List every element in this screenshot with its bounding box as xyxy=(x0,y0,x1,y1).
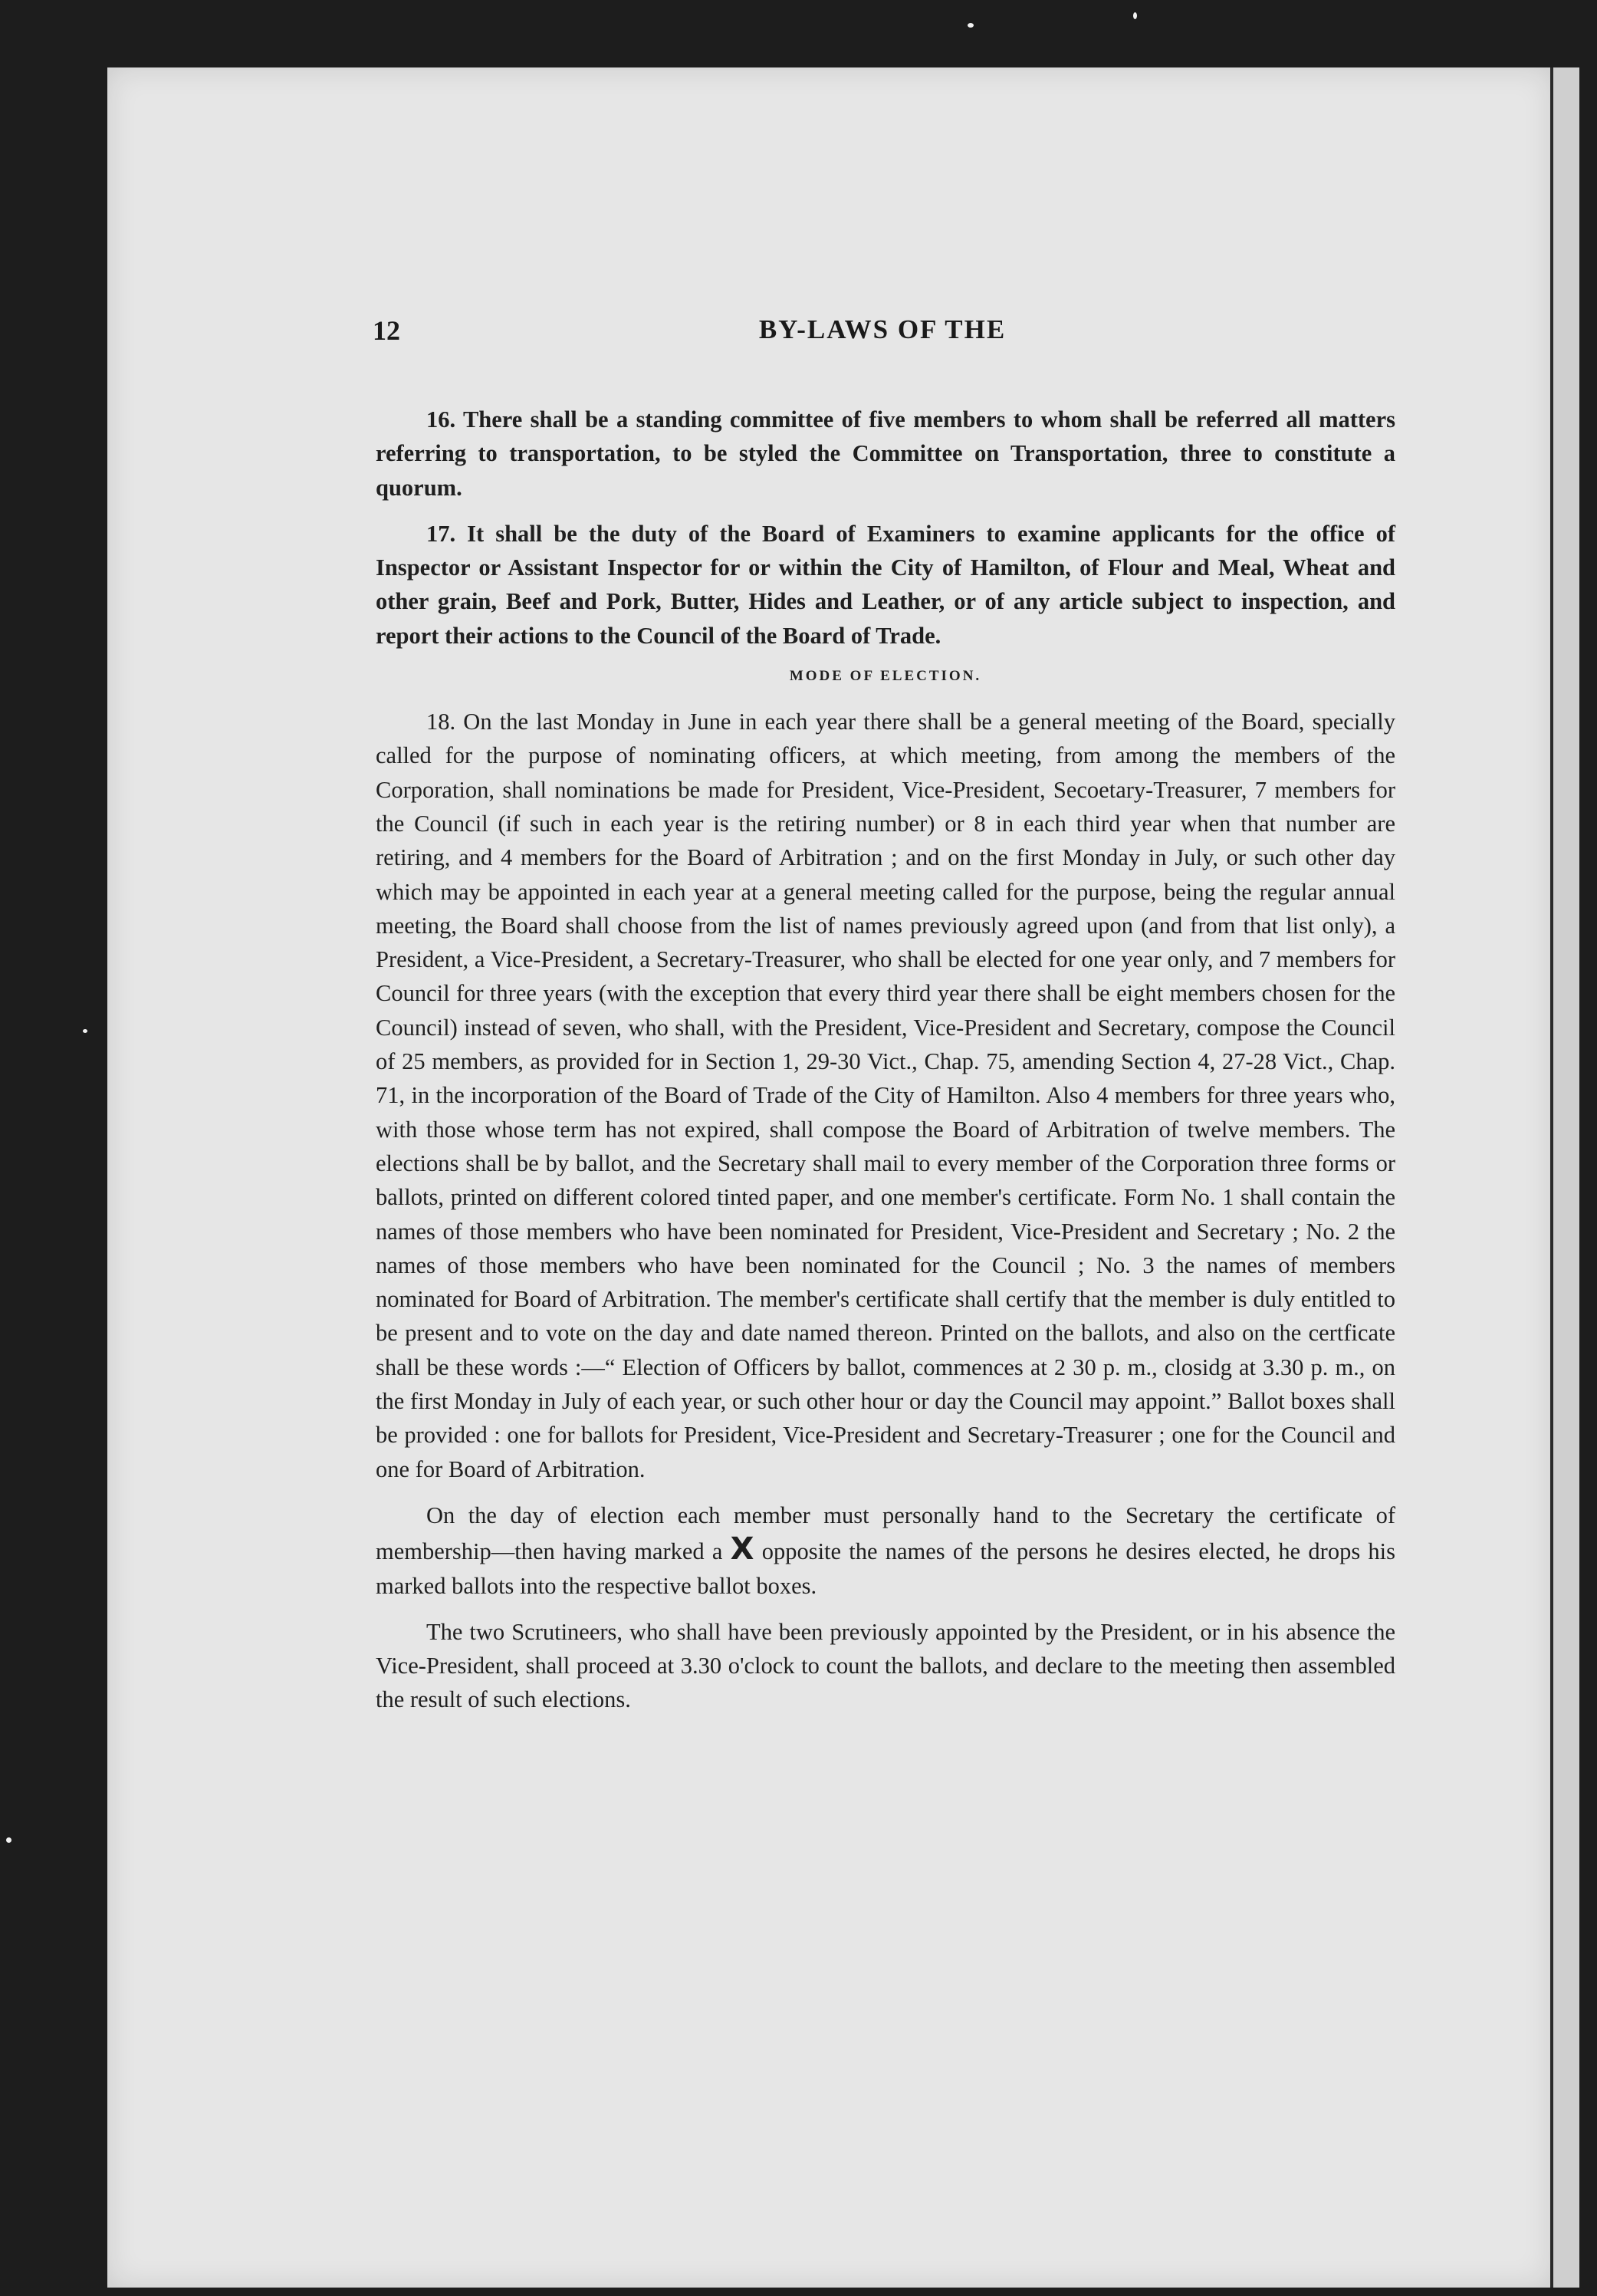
x-mark: X xyxy=(730,1531,754,1567)
section-heading: MODE OF ELECTION. xyxy=(789,668,982,685)
dust-speck xyxy=(83,1029,87,1033)
dust-speck xyxy=(1133,12,1137,19)
dust-speck xyxy=(6,1837,12,1843)
section-18: 18. On the last Monday in June in each year there shall be a general meeting of the Board, specially called for the purpose of nominating officers, at which meeting, from among the members of the Corporation, shall nominations be made for President, Vice-President, Secoetary-Treasurer, 7 members for the Council (if such in each year is the retiring number) or 8 in each third year when that number are retiring, and 4 members for the Board of Arbitration ; and on the first Monday in July, or such other day which may be appointed in each year at a general meeting called for the purpose, being the regular annual meeting, the Board shall choose from the list of names previously agreed upon (and from that list only), a President, a Vice-President, a Secretary-Treasurer, who shall be elected for one year only, and 7 members for Council for three years (with the exception that every third year there shall be eight members chosen for the Council) instead of seven, who shall, with the President, Vice-President and Secretary, compose the Council of 25 members, as provided for in Section 1, 29-30 Vict., Chap. 75, amending Section 4, 27-28 Vict., Chap. 71, in the incorporation of the Board of Trade of the City of Hamilton. Also 4 members for three years who, with those whose term has not expired, shall compose the Board of Arbitration of twelve members. The elections shall be by ballot, and the Secretary shall mail to every member of the Corporation three forms or ballots, printed on different colored tinted paper, and one member's certificate. Form No. 1 shall contain the names of those members who have been nominated for President, Vice-President and Secretary ; No. 2 the names of those members who have been nominated for the Council ; No. 3 the names of members nominated for Board of Arbitration. The member's certificate shall certify that the member is duly entitled to be present and to vote on the day and date named thereon. Printed on the ballots, and also on the certficate shall be these words :—“ Election of Officers by ballot, commences at 2 30 p. m., closidg at 3.30 p. m., on the first Monday in July of each year, or such other hour or day the Council may appoint.” Ballot boxes shall be provided : one for ballots for President, Vice-President and Secretary-Treasurer ; one for the Council and one for Board of Arbitration. xyxy=(376,709,1395,1482)
section-16: 16. There shall be a standing committee of five members to whom shall be referred all matters referring to transportation, to be styled the Committee on Transportation, three to constitute a quorum. xyxy=(376,406,1395,501)
page-body xyxy=(376,403,1395,1729)
section-17: 17. It shall be the duty of the Board of Examiners to examine applicants for the office of Inspector or Assistant Inspector for or within the City of Hamilton, of Flour and Meal, Wheat and other grain, Beef and Pork, Butter, Hides and Leather, or of any article subject to inspection, and report their actions to the Council of the Board of Trade. xyxy=(376,520,1395,649)
scrutineers-paragraph: The two Scrutineers, who shall have been previously appointed by the President, or in his absence the Vice-President, shall proceed at 3.30 o'clock to count the ballots, and declare to the meeting then assembled the result of such elections. xyxy=(376,1618,1395,1713)
paper-edge xyxy=(1550,67,1579,2288)
running-head xyxy=(373,314,1392,353)
election-day-text-start: On the day of election each member must personally hand to the Secretary the certificate of membership—then having marked a xyxy=(376,1502,1395,1565)
dust-speck xyxy=(968,23,974,28)
running-head-title: BY-LAWS OF THE xyxy=(758,314,1007,344)
election-day-text-end: opposite the names of the persons he desires elected, he drops his marked ballots into the respective ballot boxes. xyxy=(376,1538,1396,1599)
election-day-paragraph xyxy=(376,1498,1395,1603)
page-number: 12 xyxy=(373,315,400,346)
